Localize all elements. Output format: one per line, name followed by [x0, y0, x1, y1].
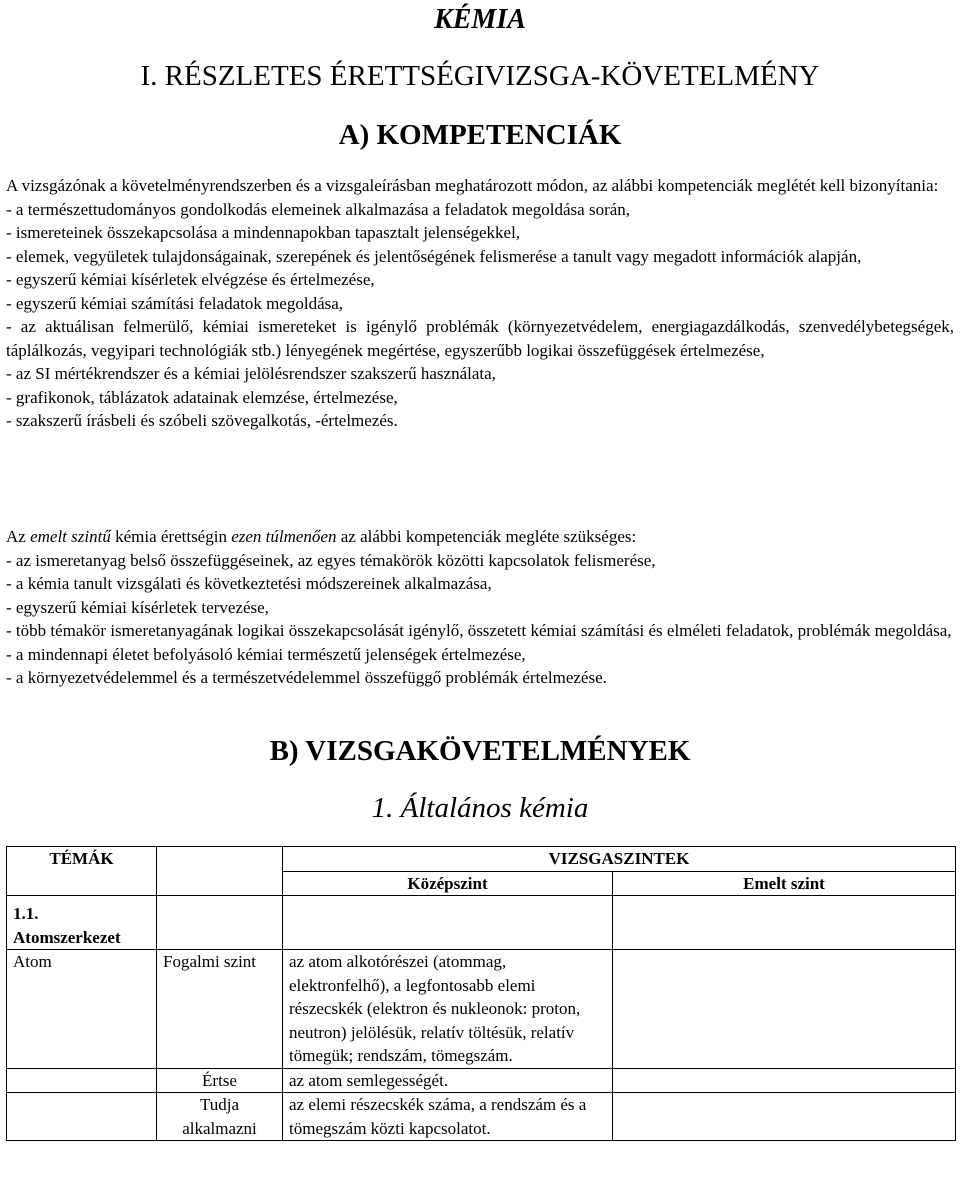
competencies-block [6, 174, 954, 433]
table-cell: Értse [157, 1068, 283, 1093]
table-cell [157, 896, 283, 950]
beyond-emphasis: ezen túlmenően [231, 527, 337, 546]
table-row [7, 1093, 956, 1141]
table-row [7, 950, 956, 1069]
table-cell [283, 896, 613, 950]
levels-empty-cell [157, 847, 283, 896]
section-a-heading: A) KOMPETENCIÁK [338, 119, 622, 151]
mid-level-header: Középszint [283, 871, 613, 896]
document-title: KÉMIA [434, 4, 526, 35]
table-row [7, 1068, 956, 1093]
competency-item: - az aktuálisan felmerülő, kémiai ismereteket is igénylő problémák (környezetvédelem, energiagazdálkodás, szenvedélybetegségek, táplálkozás, vegyipari technológiák stb.) lényegének megértése, egyszerűbb logikai összefüggések értelmezése, [6, 317, 954, 360]
advanced-competency-item: - a környezetvédelemmel és a természetvédelemmel összefüggő problémák értelmezése. [6, 668, 607, 687]
advanced-competency-item: - a kémia tanult vizsgálati és következtetési módszereinek alkalmazása, [6, 574, 492, 593]
table-cell [613, 1068, 956, 1093]
table-cell: Fogalmi szint [157, 950, 283, 1069]
competency-item: - elemek, vegyületek tulajdonságainak, szerepének és jelentőségének felismerése a tanult vagy megadott információk alapján, [6, 246, 862, 266]
competencies-intro: A vizsgázónak a követelményrendszerben és a vizsgaleírásban meghatározott módon, az alábbi kompetenciák meglétét kell bizonyítania: [6, 176, 939, 195]
table-cell [613, 1093, 956, 1141]
topic-number: 1.1. [13, 904, 39, 923]
table-row [7, 896, 956, 950]
table-cell: az atom alkotórészei (atommag, elektronfelhő), a legfontosabb elemi részecskék (elektron és nukleonok: proton, neutron) jelölésük, relatív töltésük, relatív tömegük; rendszám, tömegszám. [283, 950, 613, 1069]
topic-name: Atomszerkezet [13, 927, 121, 947]
competency-item: - az SI mértékrendszer és a kémiai jelölésrendszer szakszerű használata, [6, 364, 496, 383]
exam-requirements-table [6, 846, 956, 1141]
advanced-intro-part: kémia érettségin [110, 527, 232, 546]
topics-header: TÉMÁK [7, 847, 157, 896]
table-cell: Tudja alkalmazni [157, 1093, 283, 1141]
table-cell: az elemi részecskék száma, a rendszám és a tömegszám közti kapcsolatot. [283, 1093, 613, 1141]
advanced-intro-part: az alábbi kompetenciák megléte szükséges: [336, 527, 637, 546]
competency-item: - egyszerű kémiai kísérletek elvégzése és értelmezése, [6, 270, 375, 289]
table-cell [7, 1068, 157, 1093]
table-header-row [7, 847, 956, 872]
table-cell [613, 896, 956, 950]
topic-cell [7, 896, 157, 950]
advanced-intro-part: Az [6, 527, 31, 546]
advanced-intro [6, 525, 954, 549]
exam-levels-header: VIZSGASZINTEK [283, 847, 956, 872]
document-subtitle: I. RÉSZLETES ÉRETTSÉGIVIZSGA-KÖVETELMÉNY [140, 60, 820, 92]
advanced-competency-item: - több témakör ismeretanyagának logikai összekapcsolását igénylő, összetett kémiai számítási és elméleti feladatok, problémák megoldása, [6, 621, 952, 640]
competency-item: - szakszerű írásbeli és szóbeli szövegalkotás, -értelmezés. [6, 411, 398, 430]
competency-item: - egyszerű kémiai számítási feladatok megoldása, [6, 293, 344, 313]
general-chemistry-heading: 1. Általános kémia [371, 792, 589, 824]
advanced-competency-item: - az ismeretanyag belső összefüggéseinek, az egyes témakörök közötti kapcsolatok felismerése, [6, 550, 656, 570]
competency-item: - ismereteinek összekapcsolása a mindennapokban tapasztalt jelenségekkel, [6, 223, 521, 242]
advanced-competency-item: - egyszerű kémiai kísérletek tervezése, [6, 597, 269, 617]
advanced-competency-item: - a mindennapi életet befolyásoló kémiai természetű jelenségek értelmezése, [6, 644, 526, 664]
table-cell: Atom [7, 950, 157, 1069]
advanced-level-emphasis: emelt szintű [30, 527, 111, 546]
advanced-competencies-block [6, 525, 954, 690]
competency-item: - grafikonok, táblázatok adatainak elemzése, értelmezése, [6, 387, 398, 407]
table-cell [613, 950, 956, 1069]
advanced-level-header: Emelt szint [613, 871, 956, 896]
table-cell [7, 1093, 157, 1141]
section-b-heading: B) VIZSGAKÖVETELMÉNYEK [269, 735, 691, 767]
table-cell: az atom semlegességét. [283, 1068, 613, 1093]
competency-item: - a természettudományos gondolkodás elemeinek alkalmazása a feladatok megoldása során, [6, 199, 631, 219]
